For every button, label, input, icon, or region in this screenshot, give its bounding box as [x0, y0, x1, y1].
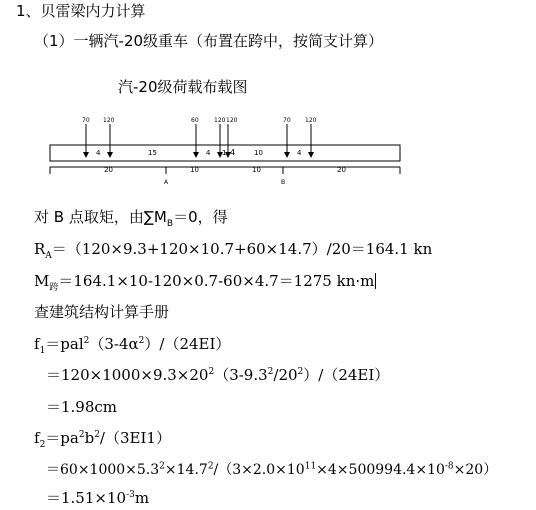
dim-label: 10 — [190, 166, 199, 174]
load-arrow-6 — [283, 117, 291, 158]
section-heading: 1、贝雷梁内力计算 — [16, 2, 146, 20]
deflection-f1-formula: $f_1=pal^2(3-4\alpha^2)/(24EI)$ — [34, 335, 231, 356]
deflection-f2-substitution: $=60\times 1000\times 5.3^2\times 14.7^2/(3\times 2.0\times 10^{11}\times 4\times 500994.4\times 10^{-8}\times 20)$ — [46, 461, 498, 478]
diagram-title: 汽-20级荷载布载图 — [118, 78, 248, 96]
deflection-f1-substitution: $=120\times 1000\times 9.3\times 20^2(3-9.3^2/20^2)/(24EI)$ — [46, 366, 390, 384]
load-label: 120 — [103, 117, 115, 124]
load-label: 60 — [191, 117, 199, 124]
dim-label: 1 — [222, 149, 227, 157]
point-a-label: A — [164, 179, 169, 186]
load-arrow-7 — [305, 117, 317, 158]
load-case-heading: （1）一辆汽-20级重车（布置在跨中，按简支计算） — [34, 32, 384, 50]
dim-label: 15 — [148, 149, 157, 157]
load-arrow-1 — [82, 117, 90, 158]
text-cursor — [375, 273, 376, 289]
moment-intro-line: 对 B 点取矩，由$\sum M_B=0$，得 — [34, 208, 228, 229]
load-label: 120 — [214, 117, 226, 124]
deflection-f2-formula: $f_2=pa^2b^2/(3EI1)$ — [34, 429, 171, 450]
load-label: 70 — [82, 117, 90, 124]
dim-label: 4 — [96, 149, 101, 157]
load-diagram — [40, 112, 410, 192]
load-arrow-3 — [191, 117, 199, 158]
dim-label: 4 — [297, 149, 302, 157]
dim-label: 10 — [254, 149, 263, 157]
deflection-f1-result: ＝1.98cm — [46, 398, 118, 416]
deflection-f2-result: $=1.51\times 10^{-3}m$ — [46, 489, 150, 507]
dim-label: 10 — [252, 166, 261, 174]
max-moment-equation: $M_跨=164.1\times 10-120\times 0.7-60\times 4.7=1275$ kn·m — [34, 272, 375, 293]
load-label: 70 — [283, 117, 291, 124]
load-label: 120 — [305, 117, 317, 124]
handbook-reference: 查建筑结构计算手册 — [34, 303, 170, 321]
point-b-label: B — [281, 179, 286, 186]
dim-label: 4 — [230, 148, 236, 157]
dim-label: 20 — [337, 166, 346, 174]
dim-label: 20 — [104, 166, 113, 174]
reaction-a-equation: $R_A=(120\times 9.3+120\times 10.7+60\times 14.7)/20=164.1$ kn — [34, 240, 433, 261]
load-label: 120 — [226, 117, 238, 124]
dim-label: 4 — [206, 149, 211, 157]
load-arrow-2 — [103, 117, 115, 158]
